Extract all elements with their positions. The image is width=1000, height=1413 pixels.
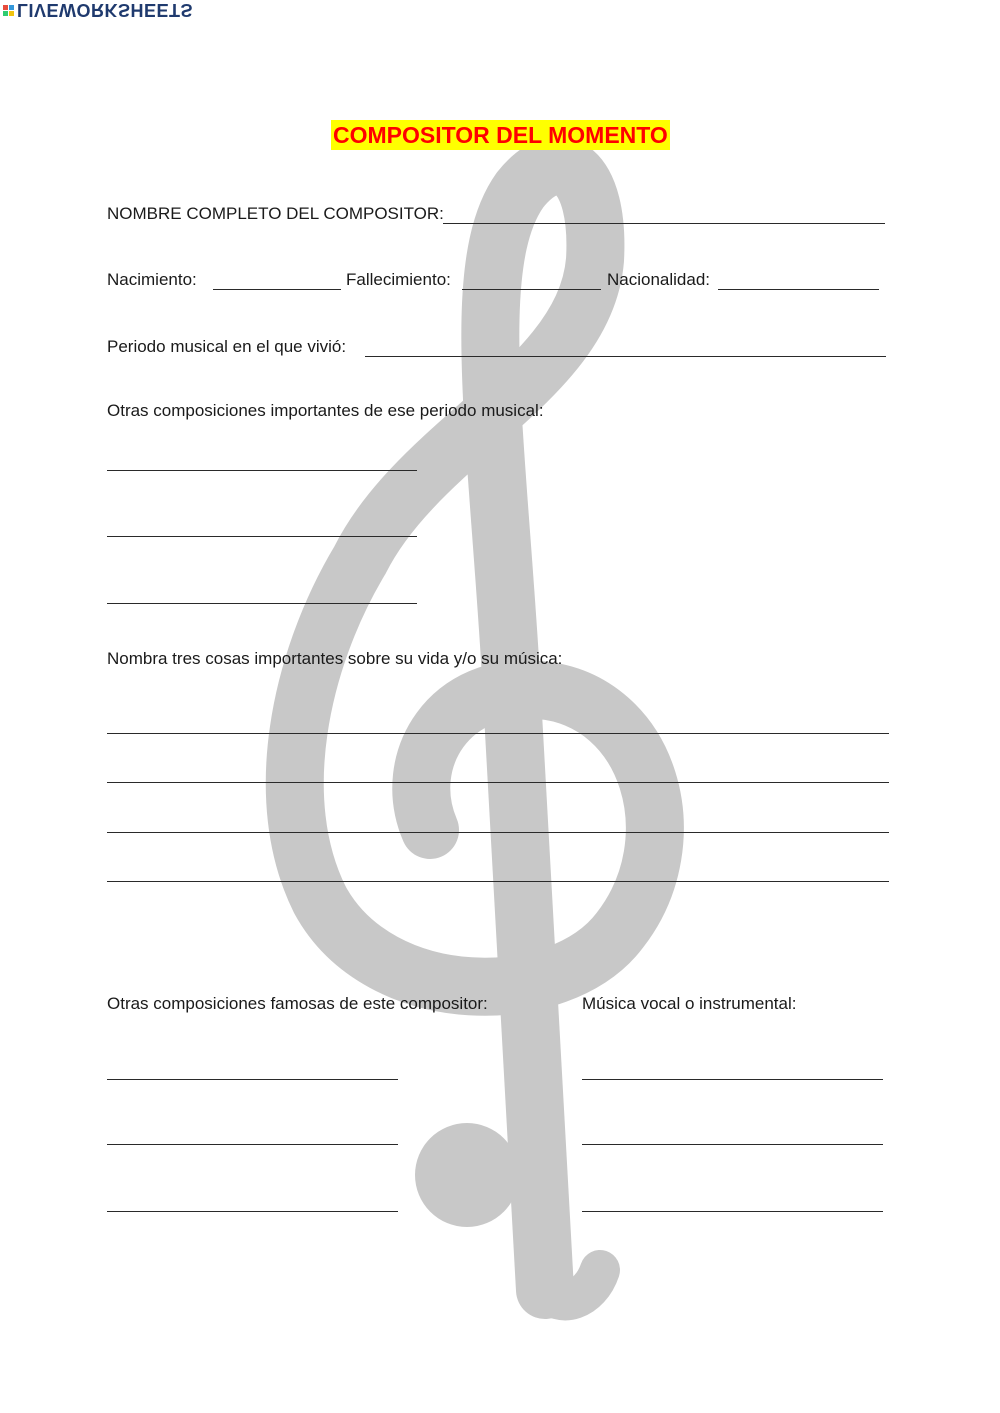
vocal-instrumental-line-3[interactable] [582,1211,883,1212]
otras-compositor-line-2[interactable] [107,1144,398,1145]
fallecimiento-label: Fallecimiento: [346,270,451,289]
fallecimiento-answer-line[interactable] [462,289,601,290]
otras-periodo-line-1[interactable] [107,470,417,471]
periodo-label: Periodo musical en el que vivió: [107,337,347,356]
worksheet-title: COMPOSITOR DEL MOMENTO [333,122,668,148]
vocal-instrumental-line-2[interactable] [582,1144,883,1145]
otras-periodo-line-3[interactable] [107,603,417,604]
nacimiento-answer-line[interactable] [213,289,341,290]
otras-periodo-line-2[interactable] [107,536,417,537]
tres-cosas-label: Nombra tres cosas importantes sobre su vida y/o su música: [107,649,563,668]
tres-cosas-line-2[interactable] [107,782,889,783]
nacimiento-label: Nacimiento: [107,270,197,289]
logo-text: LIVEWORKSHEETS [17,0,194,20]
vocal-instrumental-line-1[interactable] [582,1079,883,1080]
otras-compositor-line-1[interactable] [107,1079,398,1080]
tres-cosas-line-4[interactable] [107,881,889,882]
tres-cosas-line-1[interactable] [107,733,889,734]
liveworksheets-logo [3,1,193,19]
logo-squares-icon [3,5,14,16]
periodo-answer-line[interactable] [365,356,886,357]
nacionalidad-label: Nacionalidad: [607,270,711,289]
nombre-label: NOMBRE COMPLETO DEL COMPOSITOR: [107,204,444,223]
otras-compositor-label: Otras composiciones famosas de este compositor: [107,994,488,1013]
tres-cosas-line-3[interactable] [107,832,889,833]
vocal-instrumental-label: Música vocal o instrumental: [582,994,797,1013]
otras-compositor-line-3[interactable] [107,1211,398,1212]
nacionalidad-answer-line[interactable] [718,289,879,290]
otras-periodo-label: Otras composiciones importantes de ese periodo musical: [107,401,544,420]
nombre-answer-line[interactable] [443,223,885,224]
